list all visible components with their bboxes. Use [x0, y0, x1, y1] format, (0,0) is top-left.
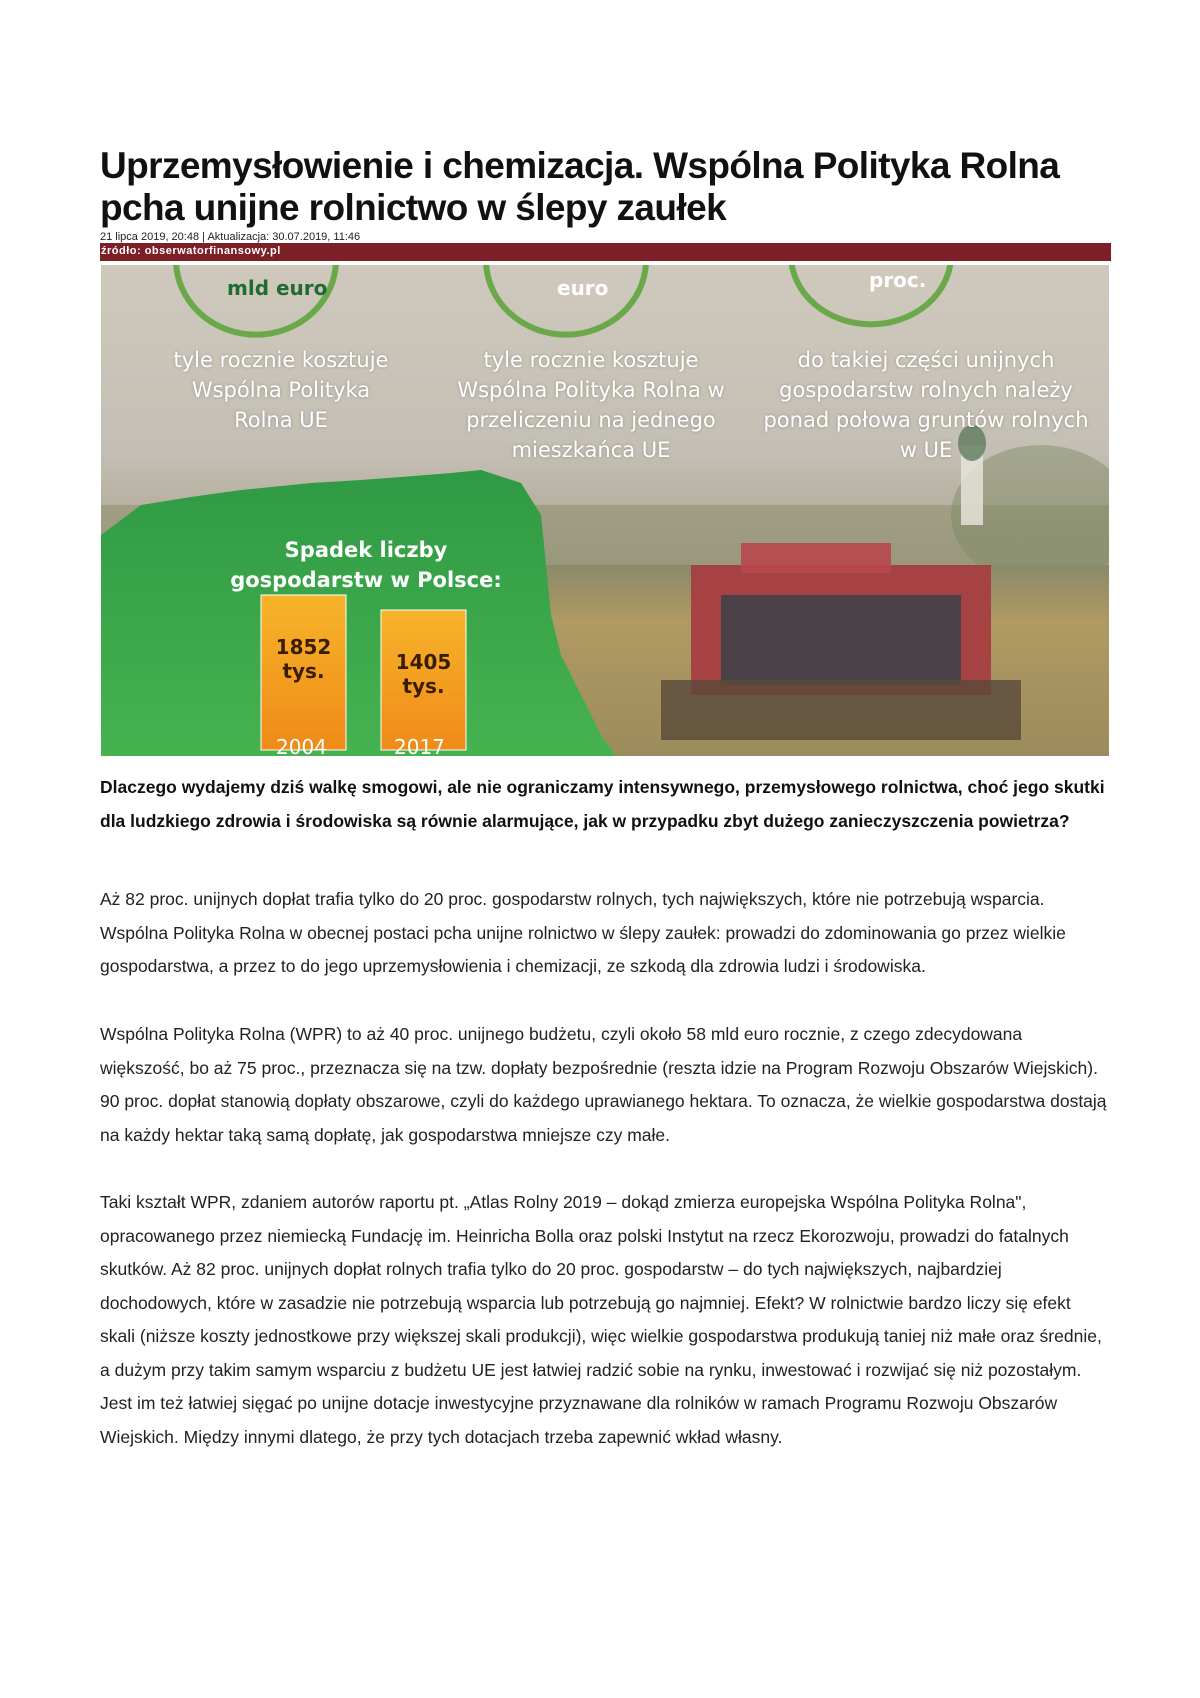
article-meta: 21 lipca 2019, 20:48 | Aktualizacja: 30.07.2019, 11:46 — [100, 231, 361, 243]
article-lead: Dlaczego wydajemy dziś walkę smogowi, ale nie ograniczamy intensywnego, przemysłowego rolnictwa, choć jego skutki dla ludzkiego zdrowia i środowiska są równie alarmujące, jak w przypadku zbyt dużego zanieczyszczenia powietrza? — [100, 777, 1105, 831]
harvester — [661, 543, 1021, 740]
article-headline: Uprzemysłowienie i chemizacja. Wspólna Polityka Rolna pcha unijne rolnictwo w ślepy zaułek — [100, 145, 1060, 228]
map-title: Spadek liczby gospodarstw w Polsce: — [230, 538, 502, 592]
paragraph-1: Aż 82 proc. unijnych dopłat trafia tylko do 20 proc. gospodarstw rolnych, tych największych, które nie potrzebują wsparcia. Wspólna Polityka Rolna w obecnej postaci pcha unijne rolnictwo w ślepy zaułek: prowadzi do zdominowania go przez wielkie gospodarstwa, a przez to do jego uprzemysłowienia i chemizacji, ze szkodą dla zdrowia ludzi i środowiska. — [100, 889, 1066, 976]
year-label-2017: 2017 — [394, 735, 445, 756]
infographic-background — [101, 265, 1109, 756]
bar-label-2017: 1405 tys. — [395, 650, 452, 698]
stat2-unit: euro — [557, 276, 609, 300]
source-bar — [100, 243, 1111, 261]
paragraph-2: Wspólna Polityka Rolna (WPR) to aż 40 proc. unijnego budżetu, czyli około 58 mld euro rocznie, z czego zdecydowana większość, bo aż 75 proc., przeznacza się na tzw. dopłaty bezpośrednie (reszta idzie na Program Rozwoju Obszarów Wiejskich). 90 proc. dopłat stanowią dopłaty obszarowe, czyli do każdego uprawianego hektara. To oznacza, że wielkie gospodarstwa dostają na każdy hektar taką samą dopłatę, jak gospodarstwa mniejsze czy małe. — [100, 1024, 1107, 1145]
stat2-text: tyle rocznie kosztuje Wspólna Polityka Rolna w przeliczeniu na jednego mieszkańca UE — [457, 348, 725, 462]
stat1-unit: mld euro — [227, 276, 328, 300]
paragraph-3: Taki kształt WPR, zdaniem autorów raportu pt. „Atlas Rolny 2019 – dokąd zmierza europejska Wspólna Polityka Rolna", opracowanego przez niemiecką Fundację im. Heinricha Bolla oraz polski Instytut na rzecz Ekorozwoju, prowadzi do fatalnych skutków. Aż 82 proc. unijnych dopłat rolnych trafia tylko do 20 proc. gospodarstw – do tych największych, najbardziej dochodowych, które w zasadzie nie potrzebują wsparcia lub potrzebują go najmniej. Efekt? W rolnictwie bardzo liczy się efekt skali (niższe koszty jednostkowe przy większej skali produkcji), więc wielkie gospodarstwa produkują taniej niż małe oraz średnie, a dużym przy takim samym wsparciu z budżetu UE jest łatwiej radzić sobie na rynku, inwestować i rozwijać się niż pozostałym. Jest im też łatwiej sięgać po unijne dotacje inwestycyjne przyznawane dla rolników w ramach Programu Rozwoju Obszarów Wiejskich. Między innymi dlatego, że przy tych dotacjach trzeba zapewnić wkład własny. — [100, 1192, 1102, 1447]
stat3-unit: proc. — [869, 268, 927, 292]
stat3-text: do takiej części unijnych gospodarstw rolnych należy ponad połowa gruntów rolnych w UE — [763, 348, 1089, 462]
bar-label-2004: 1852 tys. — [275, 635, 332, 683]
hero-infographic — [101, 265, 1109, 756]
poland-map — [101, 470, 616, 756]
stat1-text: tyle rocznie kosztuje Wspólna Polityka Rolna UE — [173, 348, 389, 432]
year-label-2004: 2004 — [276, 735, 327, 756]
source-label: źródło: obserwatorfinansowy.pl — [101, 245, 281, 257]
